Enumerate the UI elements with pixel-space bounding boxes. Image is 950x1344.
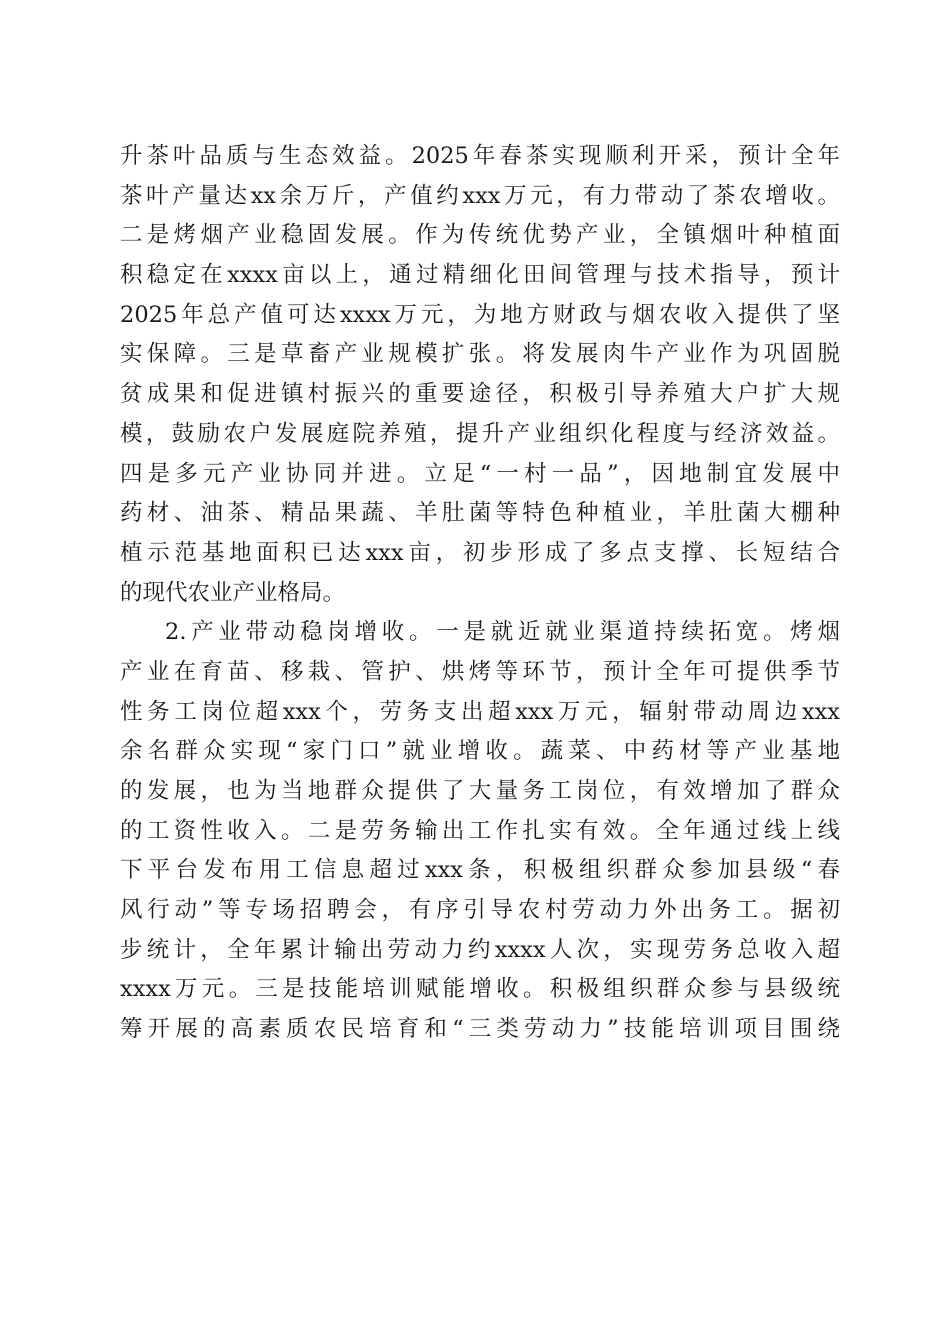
text-line: 下平台发布用工信息超过xxx条，积极组织群众参加县级“春 — [120, 857, 840, 884]
paragraph-employment-income — [120, 613, 840, 1050]
text-line: 积稳定在xxxx亩以上，通过精细化田间管理与技术指导，预计 — [120, 262, 840, 289]
text-line: 升茶叶品质与生态效益。2025年春茶实现顺利开采，预计全年 — [120, 143, 840, 169]
text-line: 2.产业带动稳岗增收。一是就近就业渠道持续拓宽。烤烟 — [165, 619, 840, 646]
document-body — [120, 137, 840, 1050]
text-line: 的发展，也为当地群众提供了大量务工岗位，有效增加了群众 — [120, 778, 840, 804]
text-line: 筹开展的高素质农民培育和“三类劳动力”技能培训项目围绕 — [120, 1016, 840, 1043]
paragraph-agriculture-industries — [120, 137, 840, 613]
text-line: 贫成果和促进镇村振兴的重要途径，积极引导养殖大户扩大规 — [120, 381, 840, 408]
text-line: 药材、油茶、精品果蔬、羊肚菌等特色种植业，羊肚菌大棚种 — [120, 500, 840, 527]
text-line: 四是多元产业协同并进。立足“一村一品”，因地制宜发展中 — [120, 460, 840, 487]
text-line: 二是烤烟产业稳固发展。作为传统优势产业，全镇烟叶种植面 — [120, 222, 840, 249]
text-line: 风行动”等专场招聘会，有序引导农村劳动力外出务工。据初 — [120, 897, 840, 924]
text-line: 步统计，全年累计输出劳动力约xxxx人次，实现劳务总收入超 — [120, 936, 840, 963]
text-line: 实保障。三是草畜产业规模扩张。将发展肉牛产业作为巩固脱 — [120, 341, 840, 368]
text-line: 模，鼓励农户发展庭院养殖，提升产业组织化程度与经济效益。 — [120, 420, 840, 447]
text-line: 性务工岗位超xxx个，劳务支出超xxx万元，辐射带动周边xxx — [120, 698, 840, 725]
text-line: 茶叶产量达xx余万斤，产值约xxx万元，有力带动了茶农增收。 — [120, 182, 840, 209]
text-line: 2025年总产值可达xxxx万元，为地方财政与烟农收入提供了坚 — [120, 301, 840, 328]
text-line: 的现代农业产业格局。 — [120, 579, 346, 606]
text-line: 余名群众实现“家门口”就业增收。蔬菜、中药材等产业基地 — [120, 738, 840, 765]
text-line: xxxx万元。三是技能培训赋能增收。积极组织群众参与县级统 — [120, 976, 840, 1003]
text-line: 产业在育苗、移栽、管护、烘烤等环节，预计全年可提供季节 — [120, 658, 840, 685]
text-line: 的工资性收入。二是劳务输出工作扎实有效。全年通过线上线 — [120, 817, 840, 844]
text-line: 植示范基地面积已达xxx亩，初步形成了多点支撑、长短结合 — [120, 539, 840, 566]
